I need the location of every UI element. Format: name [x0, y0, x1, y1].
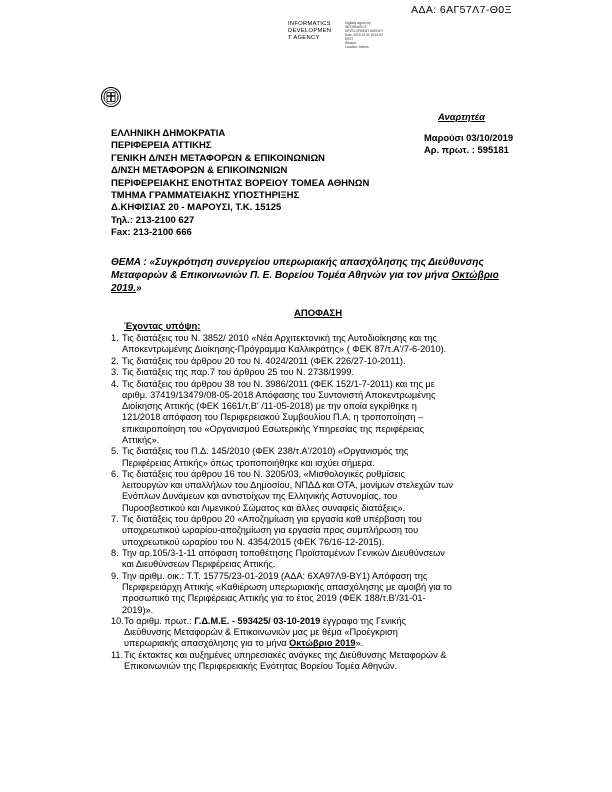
item-line: Πυροσβεστικού και Λιμενικού Σώματος και άλλες συναφείς διατάξεις». [122, 502, 406, 513]
header-line: Δ/ΝΣΗ ΜΕΤΑΦΟΡΩΝ & ΕΠΙΚΟΙΝΩΝΙΩΝ [111, 165, 288, 177]
list-item [111, 446, 521, 469]
considerations-list [111, 333, 521, 673]
item-number: 1. [111, 333, 119, 343]
item-line: Την αριθμ. οικ.: Τ.Τ. 15775/23-01-2019 (ΑΔΑ: 6ΧΑ97Λ9-ΒΥ1) Απόφαση της [122, 570, 428, 581]
item-line: προσωπικό της Περιφέρειας Αττικής για το έτος 2019 (ΦΕΚ 188/τ.Β'/31-01- [122, 593, 426, 604]
document-meta [424, 110, 513, 157]
item-line: επικαιροποίηση του «Οργανισμού Εσωτερικής Υπηρεσίας της περιφέρειας [122, 423, 425, 434]
signature-detail-line: DEVELOPMENT AGENCY [345, 29, 384, 33]
signature-detail-line: Date: 2019.10.03 15:14:52 [345, 33, 383, 37]
digital-signature-details [345, 21, 383, 49]
fax: Fax: 213-2100 666 [111, 227, 192, 239]
header-line: ΕΛΛΗΝΙΚΗ ΔΗΜΟΚΡΑΤΙΑ [111, 128, 226, 139]
item-line: υποχρεωτικού ωραρίου-αποζημίωση για εργασία προς συμπλήρωση του [122, 525, 419, 536]
ada-code: ΑΔΑ: 6ΑΓ57Λ7-Θ0Ξ [411, 4, 512, 16]
header-line: Δ.ΚΗΦΙΣΙΑΣ 20 - ΜΑΡΟΥΣΙ, Τ.Κ. 15125 [111, 202, 282, 214]
issuer-header [111, 128, 369, 240]
item-number: 2. [111, 355, 119, 366]
item-number: 10. [111, 615, 124, 626]
item-number: 11. [111, 649, 124, 660]
item-line: Τις διατάξεις του Π.Δ. 145/2010 (ΦΕΚ 238/τ.Α'/2010) «Οργανισμός της [122, 446, 409, 457]
signature-detail-line: Location: Athens [345, 45, 369, 49]
item-line: λειτουργών και υπαλλήλων του Δημοσίου, ΝΠΔΔ και ΟΤΑ, μονίμων στελεχών των [122, 480, 453, 491]
item-line: Τις διατάξεις της παρ.7 του άρθρου 25 του Ν. 2738/1999. [122, 367, 354, 378]
item-number: 9. [111, 570, 119, 581]
item-line: Τις διατάξεις του Ν. 3852/ 2010 «Νέα Αρχιτεκτονική της Αυτοδιοίκησης και της [122, 333, 437, 343]
list-item [111, 571, 521, 616]
item-line: Την αρ.105/3-1-11 απόφαση τοποθέτησης Προϊσταμένων Γενικών Διευθύνσεων [122, 548, 445, 559]
greek-emblem-icon [100, 86, 122, 108]
item-line: Τις διατάξεις του άρθρου 20 «Αποζημίωση για εργασία καθ υπέρβαση του [122, 514, 422, 525]
subject [111, 256, 516, 295]
item-line: Διοίκησης Αττικής (ΦΕΚ 1661/τ.Β' /11-05-2018) με την οποία εγκρίθηκε η [122, 401, 417, 412]
header-line: ΠΕΡΙΦΕΡΕΙΑΚΗΣ ΕΝΟΤΗΤΑΣ ΒΟΡΕΙΟΥ ΤΟΜΕΑ ΑΘΗΝΩΝ [111, 177, 370, 189]
subject-text: ΘΕΜΑ : «Συγκρότηση συνεργείου υπερωριακής απασχόλησης της Διεύθυνσης Μεταφορών & Επικοινωνιών Π. Ε. Βορείου Τομέα Αθηνών για τον μήνα [111, 257, 484, 281]
item-number: 4. [111, 378, 119, 389]
list-item [111, 650, 521, 673]
list-item [111, 379, 521, 447]
posted-label: Αναρτητέα [438, 111, 485, 122]
item-line: Τις διατάξεις του άρθρου 16 του Ν. 3205/03, «Μισθολογικές ρυθμίσεις [122, 468, 405, 479]
item-line: 2019)». [122, 604, 154, 615]
list-item [111, 333, 521, 356]
signature-agency-label [288, 21, 331, 43]
protocol-number: Αρ. πρωτ. : 595181 [424, 144, 509, 155]
item-line: αριθμ. 37419/13479/08-05-2018 Απόφασης του Συντονιστή Αποκεντρωμένης [122, 389, 436, 400]
item-number: 6. [111, 468, 119, 479]
item-number: 8. [111, 548, 119, 559]
item-line: Τις διατάξεις του άρθρου 38 του Ν. 3986/2011 (ΦΕΚ 152/1-7-2011) και της με [122, 378, 435, 389]
item-line: Περιφερειάρχη Αττικής «Καθιέρωση υπερωριακής απασχόλησης με αμοιβή για το [122, 582, 452, 592]
item-line: Ενόπλων Δυνάμεων και αντιστοίχων της Ελληνικής Αστυνομίας, του [122, 491, 398, 502]
item-line: Τις έκτακτες και αυξημένες υπηρεσιακές ανάγκες της Διεύθυνσης Μεταφορών & [124, 649, 447, 660]
item-line: Επικοινωνιών της Περιφερειακής Ενότητας Βορείου Τομέα Αθηνών. [124, 661, 398, 672]
document-date: Μαρούσι 03/10/2019 [424, 132, 514, 143]
item-line: Αττικής». [122, 434, 160, 445]
item-number: 7. [111, 514, 119, 525]
item-line: και Διευθύνσεων Περιφέρειας Αττικής. [122, 559, 276, 570]
telephone: Τηλ.: 213-2100 627 [111, 214, 195, 226]
month-reference: Οκτώβριο 2019 [289, 638, 356, 649]
item-text: έγγραφο της Γενικής [320, 615, 406, 626]
decision-title: ΑΠΟΦΑΣΗ [294, 308, 343, 319]
item-text: υπερωριακής απασχόλησης για το μήνα [124, 638, 290, 649]
header-line: ΠΕΡΙΦΕΡΕΙΑ ΑΤΤΙΚΗΣ [111, 140, 212, 152]
item-number: 5. [111, 446, 119, 457]
watermark-line: INFORMATICS [288, 21, 331, 27]
watermark-line: DEVELOPMEN [288, 28, 332, 35]
watermark-line: T AGENCY [288, 35, 320, 42]
item-line: Τις διατάξεις του άρθρου 20 του Ν. 4024/2011 (ΦΕΚ 226/27-10-2011). [122, 355, 406, 366]
signature-detail-line: Reason: [345, 41, 357, 45]
reference-number: Γ.Δ.Μ.Ε. - 593425/ 03-10-2019 [194, 615, 321, 626]
signature-detail-line: INFORMATICS [345, 25, 367, 29]
item-text: ». [355, 638, 364, 649]
item-line: Αποκεντρωμένης Διοίκησης-Πρόγραμμα Καλλικράτης» ( ΦΕΚ 87/τ.Α'/7-6-2010). [122, 344, 447, 355]
list-item [111, 356, 521, 367]
header-line: ΓΕΝΙΚΗ Δ/ΝΣΗ ΜΕΤΑΦΟΡΩΝ & ΕΠΙΚΟΙΝΩΝΙΩΝ [111, 152, 325, 164]
list-item [111, 548, 521, 571]
considering-heading: Έχοντας υπόψη: [124, 321, 201, 332]
header-line: ΤΜΗΜΑ ΓΡΑΜΜΑΤΕΙΑΚΗΣ ΥΠΟΣΤΗΡΙΞΗΣ [111, 190, 300, 202]
list-item [111, 469, 521, 514]
list-item [111, 514, 521, 548]
list-item [111, 367, 521, 378]
item-line: Διεύθυνσης Μεταφορών & Επικοινωνιών μας με θέμα «Προέγκριση [124, 627, 398, 638]
signature-detail-line: EEST [345, 37, 354, 41]
item-line: υποχρεωτικού ωραρίου του Ν. 4354/2015 (ΦΕΚ 76/16-12-2015). [122, 536, 385, 547]
subject-month: Οκτώβριο 2019. [111, 270, 499, 294]
list-item [111, 616, 521, 650]
item-number: 3. [111, 367, 119, 378]
item-line: Περιφέρειας Αττικής» όπως τροποποιήθηκε και ισχύει σήμερα. [122, 457, 375, 468]
item-line: 121/2018 απόφαση του Περιφερειακού Συμβουλίου Π.Α. η τροποποίηση – [122, 412, 424, 423]
subject-close: » [136, 283, 142, 294]
signature-detail-line: Digitally signed by [345, 21, 371, 25]
item-text: Το αριθμ. πρωτ.: [124, 615, 195, 626]
